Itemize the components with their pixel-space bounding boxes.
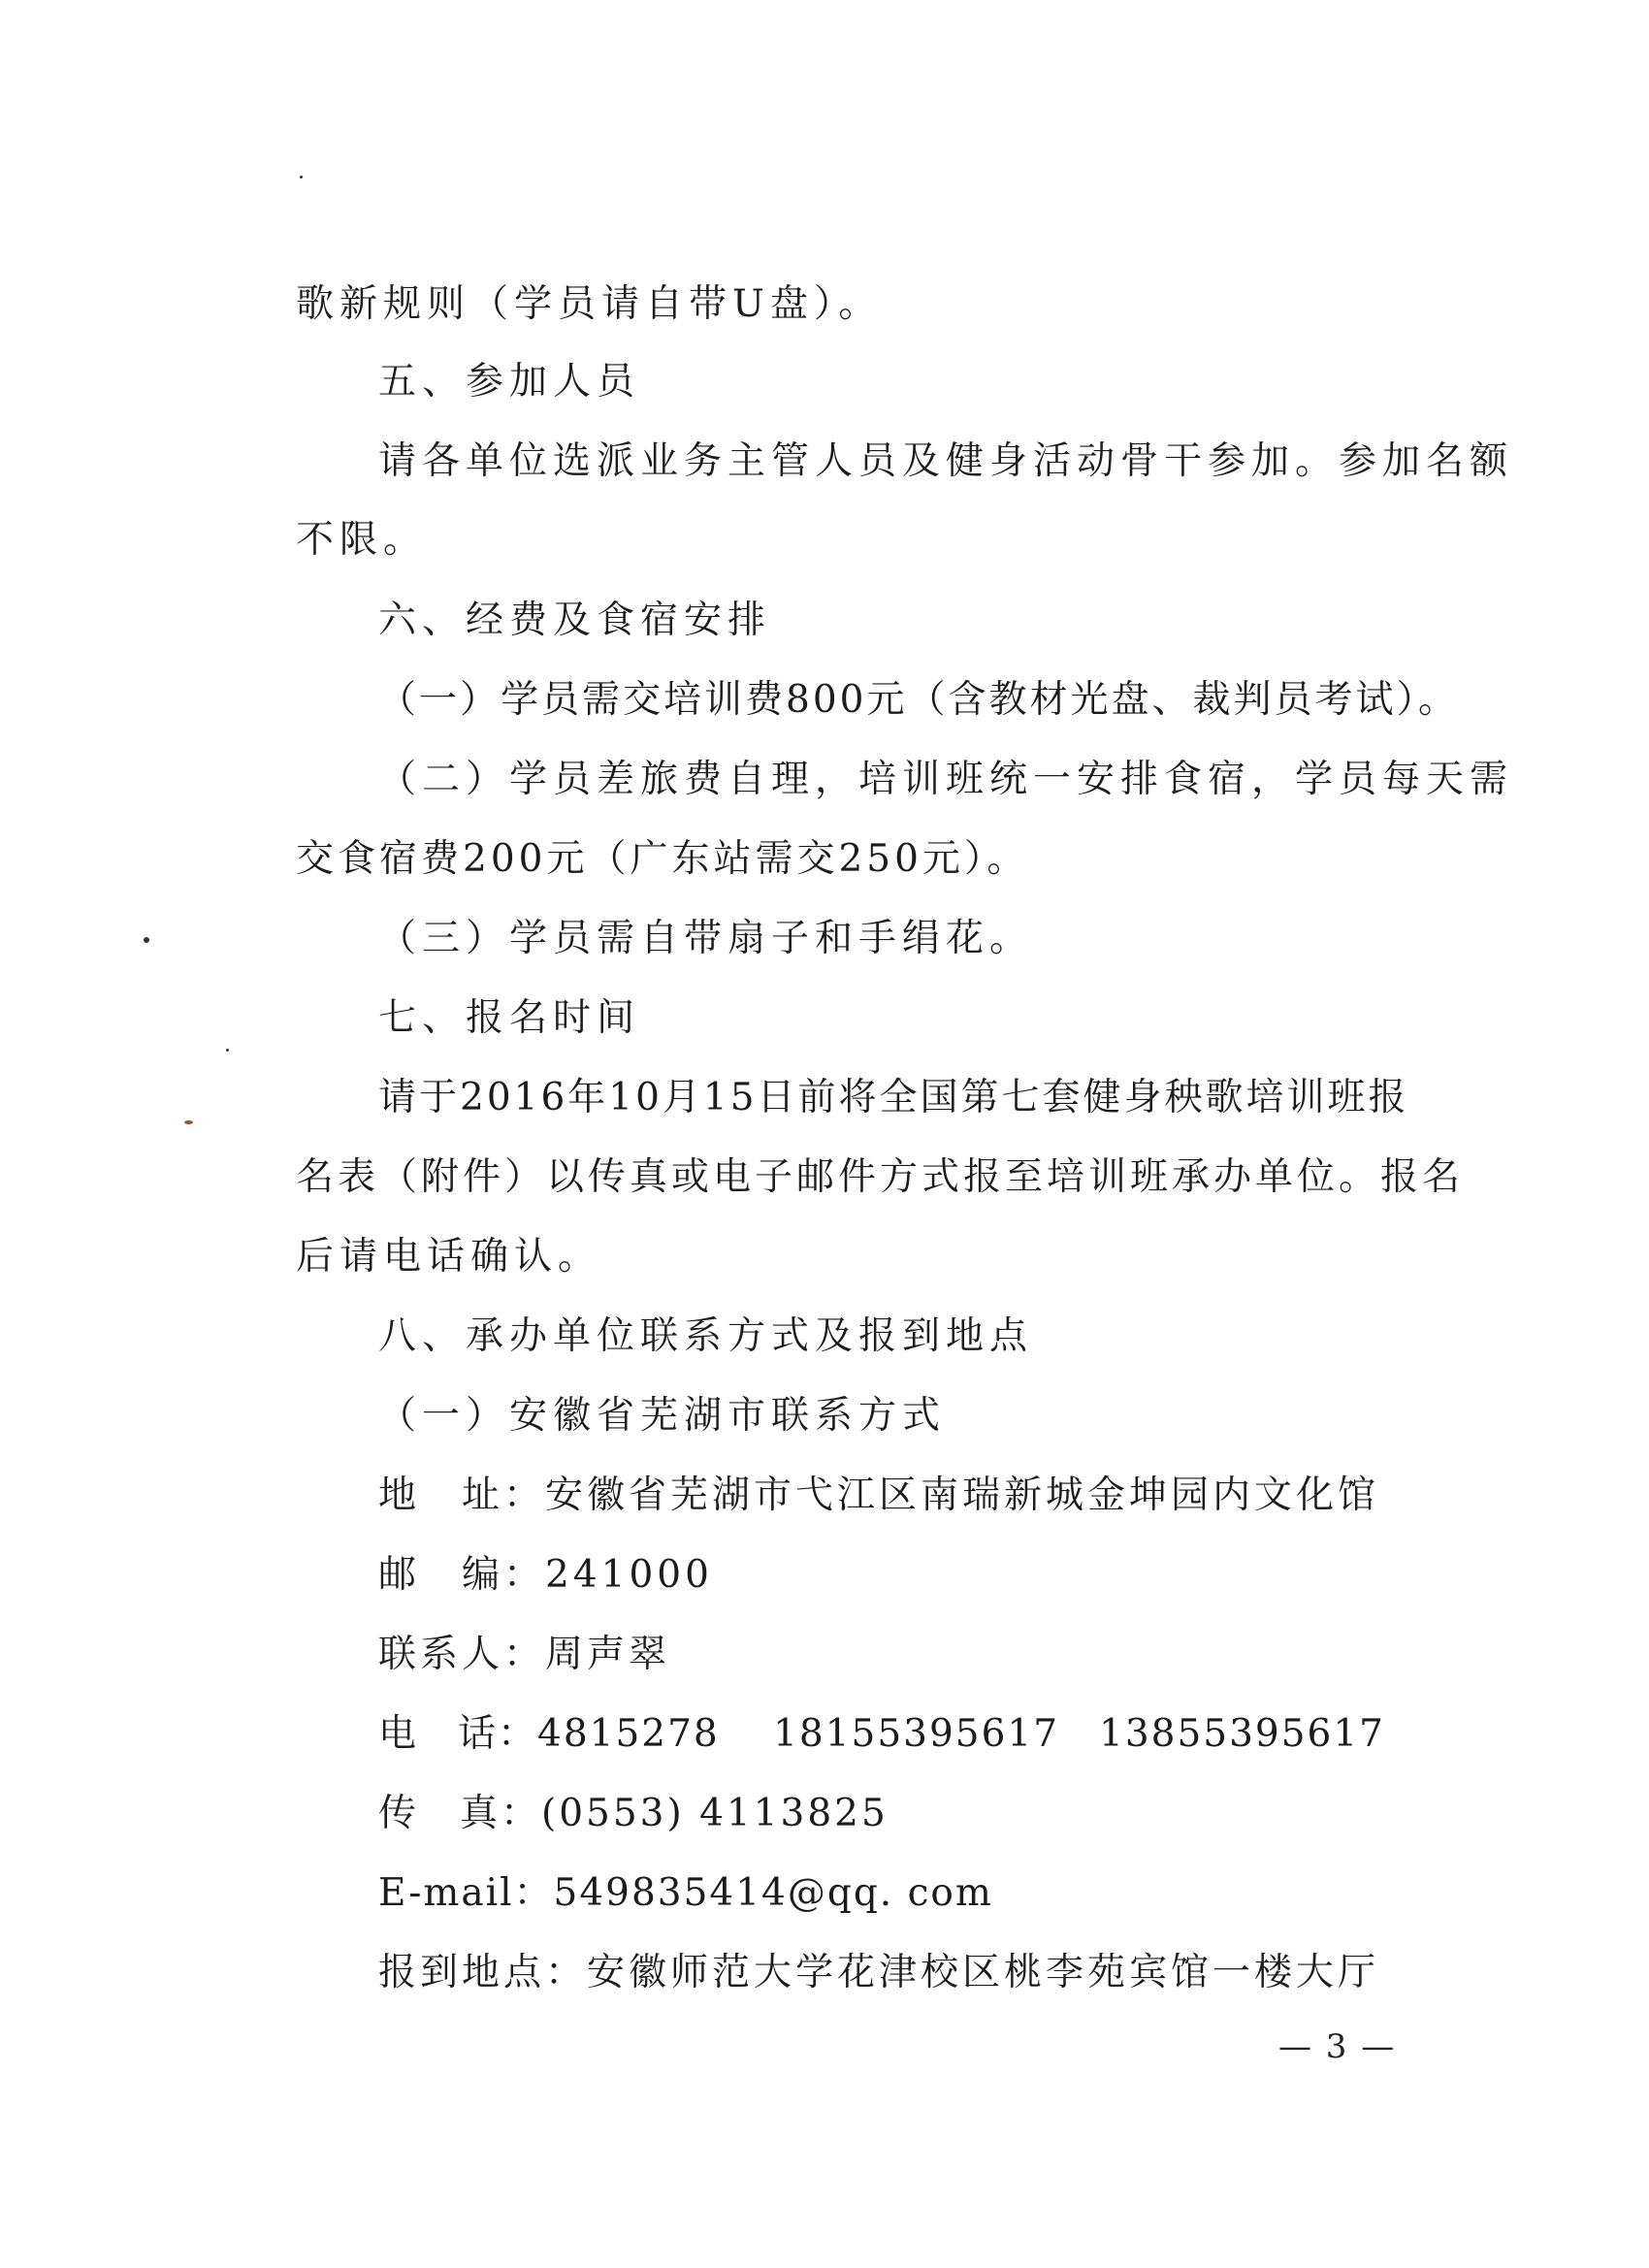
page-number: — 3 — (1278, 2027, 1397, 2066)
heading-5: 五、参加人员 (378, 360, 641, 404)
heading-6: 六、经费及食宿安排 (378, 599, 772, 642)
postcode-line: 邮 编：241000 (378, 1553, 713, 1597)
contact-person-line: 联系人：周声翠 (378, 1633, 671, 1676)
text-line-8: 交食宿费200元（广东站需交250元）。 (296, 837, 1029, 881)
heading-7: 七、报名时间 (378, 996, 641, 1040)
text-line-7: （二）学员差旅费自理，培训班统一安排食宿，学员每天需 (378, 758, 1514, 801)
heading-8: 八、承办单位联系方式及报到地点 (378, 1314, 1034, 1358)
text-line-6: （一）学员需交培训费800元（含教材光盘、裁判员考试）。 (378, 678, 1459, 722)
fax-line: 传 真：(0553) 4113825 (378, 1792, 889, 1835)
text-line-1: 歌新规则（学员请自带U盘）。 (296, 282, 883, 326)
text-line-13: 后请电话确认。 (296, 1235, 602, 1279)
scan-speck (184, 1120, 193, 1124)
text-line-9: （三）学员需自带扇子和手绢花。 (378, 917, 1034, 960)
email-line: E-mail：549835414@qq. com (378, 1871, 993, 1915)
text-line-3: 请各单位选派业务主管人员及健身活动骨干参加。参加名额 (378, 439, 1514, 483)
scan-speck (226, 1049, 229, 1052)
text-line-12: 名表（附件）以传真或电子邮件方式报至培训班承办单位。报名 (296, 1155, 1465, 1199)
text-line-15: （一）安徽省芜湖市联系方式 (378, 1394, 947, 1438)
text-line-4: 不限。 (296, 518, 428, 562)
scan-speck (144, 937, 149, 943)
scan-speck (300, 176, 303, 178)
address-line: 地 址：安徽省芜湖市弋江区南瑞新城金坤园内文化馆 (378, 1474, 1380, 1517)
report-location-line: 报到地点：安徽师范大学花津校区桃李苑宾馆一楼大厅 (378, 1951, 1380, 1994)
phone-line: 电 话：4815278 18155395617 13855395617 (378, 1712, 1385, 1756)
text-line-11: 请于2016年10月15日前将全国第七套健身秧歌培训班报 (378, 1076, 1409, 1119)
